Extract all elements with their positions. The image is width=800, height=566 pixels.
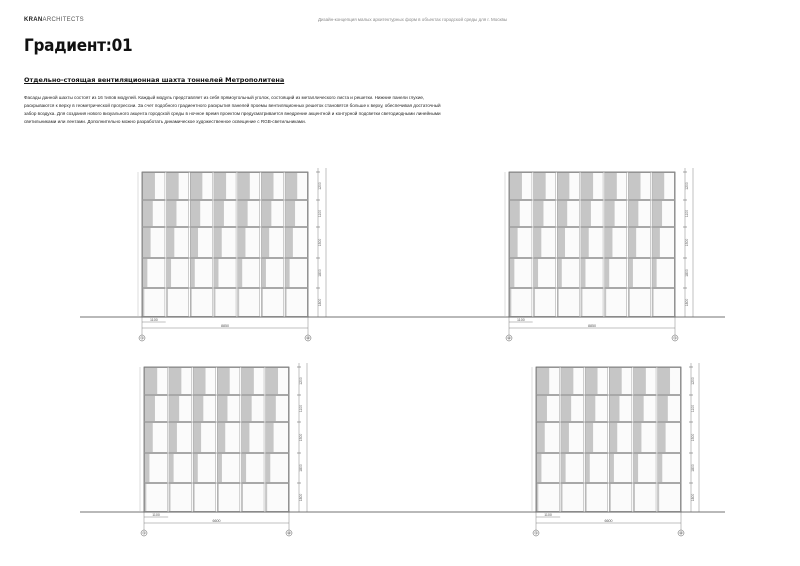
description-text: Фасады данной шахты состоят из 16 типов модулей. Каждый модуль представляет из себя прямоугольный уголок, состоящий из металлического листа и решетки. Нижние панели глухие, раскрываются к верху в геометрической прогрессии. За счет подобного градиентного раскрытия панелей проемы вентиляционных решеток становятся больше к верху, обеспечивая достаточный забор воздуха. Для создания нового визуального акцента городской среды в ночное время проектом предусматривается внедрение акцентной и контурной подсветки светодиодными линейными светильниками или лентами. Дополнительно можно разработать динамическое художественное освещение с RGB-светильниками. — [24, 95, 441, 124]
facade-panel — [193, 484, 216, 511]
vent-opening — [534, 259, 538, 287]
vent-opening — [581, 259, 585, 287]
vent-opening — [634, 454, 638, 482]
vent-opening — [557, 289, 558, 316]
vent-opening — [262, 259, 266, 287]
vent-opening — [537, 454, 541, 482]
vent-opening — [561, 368, 573, 394]
vent-opening — [534, 228, 542, 257]
vent-opening — [658, 454, 662, 482]
vent-opening — [537, 423, 545, 452]
vent-opening — [658, 368, 670, 394]
vent-opening — [169, 484, 170, 511]
vent-opening — [218, 454, 222, 482]
vent-opening — [193, 484, 194, 511]
logo: KRANARCHITECTS — [24, 17, 84, 23]
vent-opening — [266, 484, 267, 511]
facade-panel — [261, 289, 283, 316]
vent-opening — [193, 454, 197, 482]
vent-opening — [214, 289, 215, 316]
vent-opening — [652, 289, 653, 316]
vent-opening — [534, 289, 535, 316]
elevation-2 — [505, 168, 693, 342]
vent-opening — [242, 368, 254, 394]
axis-label: ④ — [506, 336, 512, 342]
facade-panel — [143, 289, 165, 316]
vent-opening — [585, 368, 597, 394]
dim-label-vertical: 1800 — [685, 269, 689, 277]
vent-opening — [145, 484, 146, 511]
vent-opening — [605, 173, 617, 199]
vent-opening — [145, 423, 153, 452]
vent-opening — [537, 484, 538, 511]
vent-opening — [218, 396, 228, 421]
dim-label-horizontal: 6600 — [604, 519, 613, 523]
vent-opening — [214, 259, 218, 287]
vent-opening — [169, 423, 177, 452]
vent-opening — [605, 201, 615, 226]
vent-opening — [605, 228, 613, 257]
facade-panel — [633, 484, 656, 511]
vent-opening — [561, 484, 562, 511]
vent-opening — [285, 201, 295, 226]
vent-opening — [190, 289, 191, 316]
vent-opening — [629, 173, 641, 199]
vent-opening — [652, 259, 656, 287]
dim-label-vertical: 1500 — [299, 433, 303, 442]
vent-opening — [167, 289, 168, 316]
facade-panel — [534, 289, 556, 316]
facade-panel — [561, 484, 584, 511]
vent-opening — [658, 484, 659, 511]
vent-opening — [658, 396, 668, 421]
facade-panel — [581, 289, 603, 316]
vent-opening — [143, 201, 153, 226]
page-subtitle: Отдельно-стоящая вентиляционная шахта тоннелей Метрополитена — [24, 76, 285, 84]
facade-panel — [585, 484, 608, 511]
dim-label-vertical: 1800 — [299, 493, 303, 502]
vent-opening — [610, 423, 618, 452]
vent-opening — [610, 484, 611, 511]
vent-opening — [193, 368, 205, 394]
dim-label-vertical: 1100 — [691, 404, 695, 413]
dim-label-vertical: 1500 — [685, 238, 689, 247]
header-caption: Дизайн-концепция малых архитектурных форм в объектах городской среды для г. Москвы — [318, 17, 508, 22]
dim-label-vertical: 1500 — [691, 433, 695, 442]
vent-opening — [581, 289, 582, 316]
dim-label-horizontal: 8850 — [221, 324, 229, 328]
vent-opening — [193, 423, 201, 452]
facade-panel — [628, 289, 650, 316]
vent-opening — [534, 173, 546, 199]
vent-opening — [557, 173, 569, 199]
vent-opening — [610, 454, 614, 482]
dim-label-vertical: 1100 — [318, 209, 322, 218]
vent-opening — [169, 368, 181, 394]
vent-opening — [218, 423, 226, 452]
facade-panel — [557, 289, 579, 316]
vent-opening — [561, 396, 571, 421]
dim-label-vertical: 1800 — [318, 298, 322, 307]
vent-opening — [238, 259, 242, 287]
vent-opening — [610, 368, 622, 394]
vent-opening — [581, 173, 593, 199]
vent-opening — [537, 396, 547, 421]
vent-opening — [143, 173, 155, 199]
vent-opening — [510, 259, 514, 287]
vent-opening — [652, 201, 662, 226]
facade-panel — [285, 289, 307, 316]
vent-opening — [585, 396, 595, 421]
axis-label: ① — [139, 336, 145, 342]
vent-opening — [629, 259, 633, 287]
dim-label-vertical: 1800 — [318, 269, 322, 277]
elevation-3 — [140, 363, 307, 537]
facade-panel — [214, 289, 236, 316]
vent-opening — [190, 259, 194, 287]
dim-label-vertical: 1800 — [299, 464, 303, 472]
vent-opening — [285, 259, 289, 287]
facade-panel — [609, 484, 632, 511]
vent-opening — [143, 228, 151, 257]
vent-opening — [143, 289, 144, 316]
vent-opening — [557, 228, 565, 257]
vent-opening — [510, 289, 511, 316]
vent-opening — [610, 396, 620, 421]
dim-label-vertical: 1200 — [685, 182, 689, 190]
dim-label-horizontal: 1100 — [149, 318, 158, 322]
vent-opening — [605, 289, 606, 316]
vent-opening — [266, 423, 274, 452]
dim-label-vertical: 1800 — [691, 493, 695, 502]
elevation-1 — [138, 168, 326, 342]
vent-opening — [561, 454, 565, 482]
vent-opening — [266, 454, 270, 482]
vent-opening — [218, 368, 230, 394]
facade-panel — [266, 484, 289, 511]
vent-opening — [214, 173, 226, 199]
vent-opening — [581, 228, 589, 257]
vent-opening — [266, 396, 276, 421]
vent-opening — [238, 228, 246, 257]
dim-label-horizontal: 1100 — [544, 513, 552, 517]
vent-opening — [285, 228, 293, 257]
facade-panel — [537, 484, 560, 511]
elevation-4 — [532, 363, 699, 537]
facade-panel — [190, 289, 212, 316]
vent-opening — [190, 201, 200, 226]
facade-panel — [169, 484, 192, 511]
vent-opening — [214, 228, 222, 257]
vent-opening — [242, 484, 243, 511]
facade-panel — [652, 289, 674, 316]
vent-opening — [585, 454, 589, 482]
vent-opening — [629, 289, 630, 316]
vent-opening — [534, 201, 544, 226]
vent-opening — [238, 173, 250, 199]
vent-opening — [652, 173, 664, 199]
facade-panel — [605, 289, 627, 316]
vent-opening — [169, 396, 179, 421]
vent-opening — [561, 423, 569, 452]
vent-opening — [238, 201, 248, 226]
axis-label: ① — [533, 531, 539, 537]
vent-opening — [214, 201, 224, 226]
facade-panel — [658, 484, 681, 511]
vent-opening — [145, 396, 155, 421]
axis-label: ④ — [305, 336, 311, 342]
vent-opening — [193, 396, 203, 421]
vent-opening — [537, 368, 549, 394]
dim-label-horizontal: 8850 — [588, 324, 596, 328]
vent-opening — [169, 454, 173, 482]
vent-opening — [242, 423, 250, 452]
vent-opening — [167, 259, 171, 287]
axis-label: ④ — [286, 531, 292, 537]
vent-opening — [190, 173, 202, 199]
vent-opening — [585, 484, 586, 511]
dim-label-horizontal: 1100 — [152, 513, 160, 517]
vent-opening — [145, 454, 149, 482]
vent-opening — [510, 201, 520, 226]
vent-opening — [167, 173, 179, 199]
dim-label-vertical: 1100 — [685, 209, 689, 218]
facade-panel — [217, 484, 240, 511]
vent-opening — [629, 201, 639, 226]
facade-panel — [145, 484, 168, 511]
vent-opening — [143, 259, 147, 287]
vent-opening — [266, 368, 278, 394]
dim-label-vertical: 1200 — [299, 377, 303, 385]
vent-opening — [634, 484, 635, 511]
vent-opening — [634, 368, 646, 394]
vent-opening — [262, 289, 263, 316]
vent-opening — [557, 259, 561, 287]
vent-opening — [167, 228, 175, 257]
vent-opening — [238, 289, 239, 316]
vent-opening — [605, 259, 609, 287]
vent-opening — [242, 396, 252, 421]
vent-opening — [262, 173, 274, 199]
vent-opening — [581, 201, 591, 226]
dim-label-vertical: 1100 — [299, 404, 303, 413]
vent-opening — [262, 201, 272, 226]
vent-opening — [510, 173, 522, 199]
vent-opening — [652, 228, 660, 257]
axis-label: ① — [141, 531, 147, 537]
vent-opening — [634, 423, 642, 452]
vent-opening — [262, 228, 270, 257]
vent-opening — [145, 368, 157, 394]
dim-label-horizontal: 1100 — [516, 318, 525, 322]
dim-label-vertical: 1800 — [691, 464, 695, 472]
facade-panel — [167, 289, 189, 316]
vent-opening — [585, 423, 593, 452]
dim-label-vertical: 1800 — [685, 298, 689, 307]
vent-opening — [510, 228, 518, 257]
axis-label: ④ — [678, 531, 684, 537]
vent-opening — [634, 396, 644, 421]
vent-opening — [285, 173, 297, 199]
facade-panel — [238, 289, 260, 316]
dim-label-horizontal: 6600 — [212, 519, 221, 523]
vent-opening — [658, 423, 666, 452]
vent-opening — [218, 484, 219, 511]
vent-opening — [242, 454, 246, 482]
vent-opening — [285, 289, 286, 316]
vent-opening — [167, 201, 177, 226]
dim-label-vertical: 1200 — [318, 182, 322, 190]
vent-opening — [190, 228, 198, 257]
facade-panel — [241, 484, 264, 511]
vent-opening — [629, 228, 637, 257]
page-title: Градиент:01 — [24, 36, 133, 56]
vent-opening — [557, 201, 567, 226]
dim-label-vertical: 1200 — [691, 377, 695, 385]
facade-panel — [510, 289, 532, 316]
dim-label-vertical: 1500 — [318, 238, 322, 247]
axis-label: ① — [672, 336, 678, 342]
